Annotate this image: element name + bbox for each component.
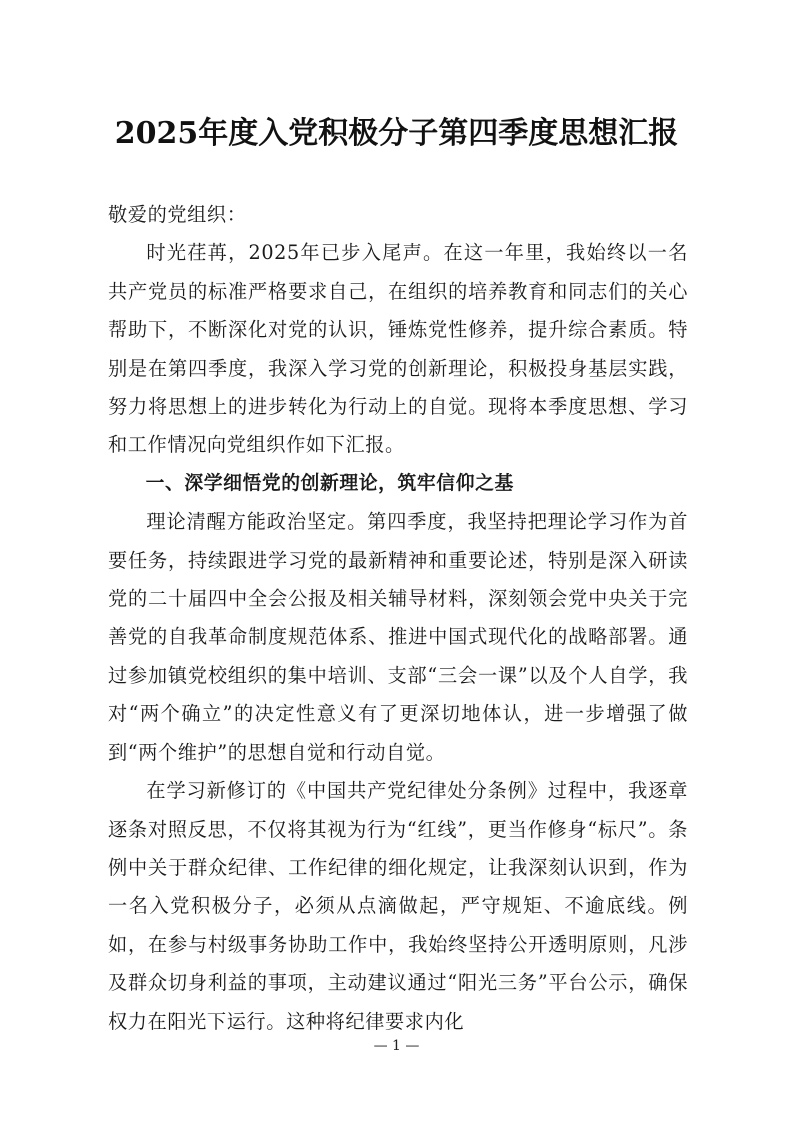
document-body: [108, 196, 688, 1041]
page-number: — 1 —: [373, 1038, 420, 1054]
intro-paragraph: 时光荏苒，2025年已步入尾声。在这一年里，我始终以一名共产党员的标准严格要求自己，在组织的培养教育和同志们的关心帮助下，不断深化对党的认识，锤炼党性修养，提升综合素质。特别是在第四季度，我深入学习党的创新理论，积极投身基层实践，努力将思想上的进步转化为行动上的自觉。现将本季度思想、学习和工作情况向党组织作如下汇报。: [108, 241, 688, 457]
section1-paragraph-2: 在学习新修订的《中国共产党纪律处分条例》过程中，我逐章逐条对照反思，不仅将其视为行为“红线”，更当作修身“标尺”。条例中关于群众纪律、工作纪律的细化规定，让我深刻认识到，作为一名入党积极分子，必须从点滴做起，严守规矩、不逾底线。例如，在参与村级事务协助工作中，我始终坚持公开透明原则，凡涉及群众切身利益的事项，主动建议通过“阳光三务”平台公示，确保权力在阳光下运行。这种将纪律要求内化: [108, 779, 688, 1033]
section-heading-1: 一、深学细悟党的创新理论，筑牢信仰之基: [145, 472, 514, 494]
document-title: 2025年度入党积极分子第四季度思想汇报: [114, 116, 679, 151]
salutation: 敬爱的党组织：: [108, 203, 247, 226]
section1-paragraph-1: 理论清醒方能政治坚定。第四季度，我坚持把理论学习作为首要任务，持续跟进学习党的最新精神和重要论述，特别是深入研读党的二十届四中全会公报及相关辅导材料，深刻领会党中央关于完善党的自我革命制度规范体系、推进中国式现代化的战略部署。通过参加镇党校组织的集中培训、支部“三会一课”以及个人自学，我对“两个确立”的决定性意义有了更深切地体认，进一步增强了做到“两个维护”的思想自觉和行动自觉。: [108, 510, 688, 764]
